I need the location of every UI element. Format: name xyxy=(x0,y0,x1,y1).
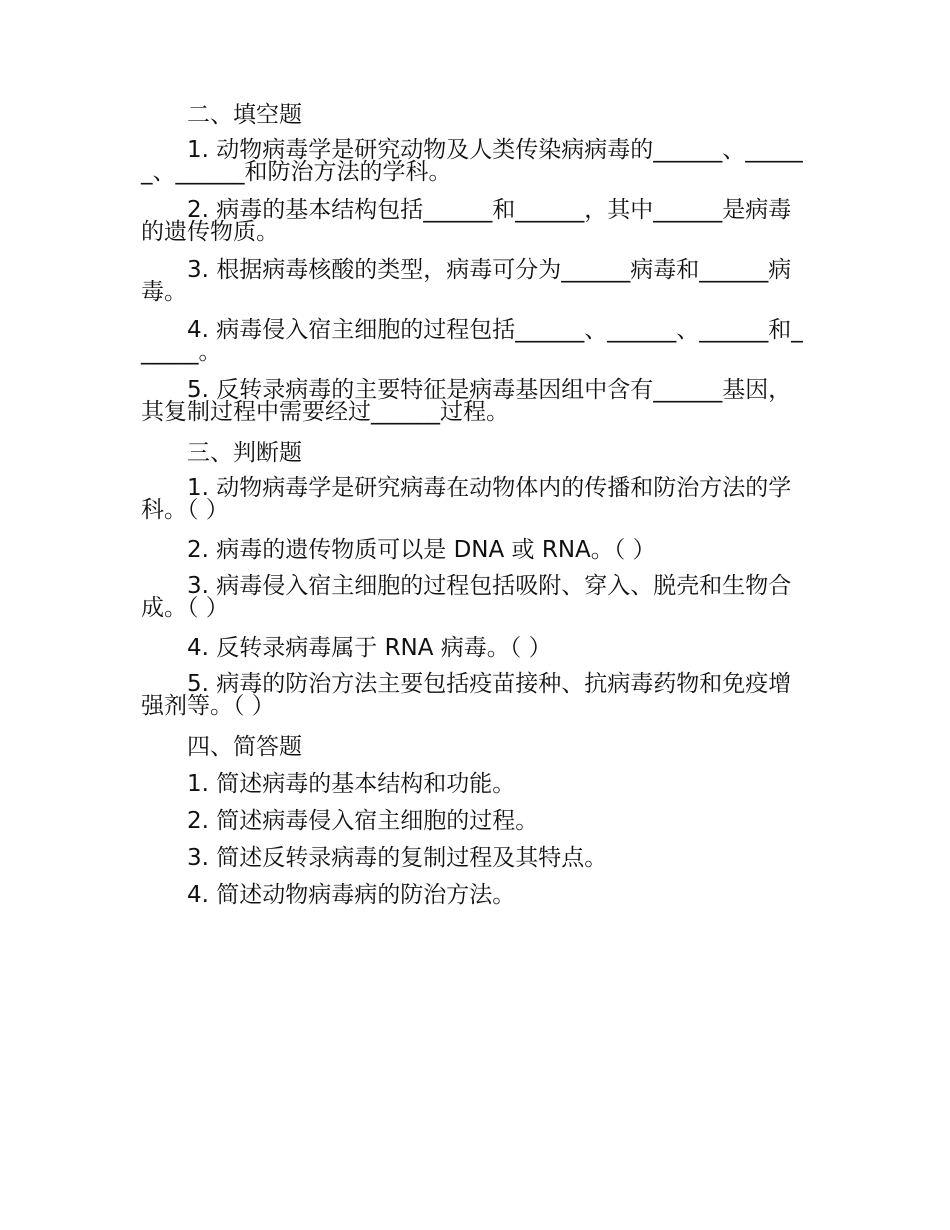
judge-question-1: 1. 动物病毒学是研究病毒在动物体内的传播和防治方法的学科。（ ） xyxy=(141,475,792,523)
section-title-fill-in: 二、填空题 xyxy=(187,102,302,128)
judge-question-4: 4. 反转录病毒属于 RNA 病毒。（ ） xyxy=(187,635,552,661)
short-answer-question-1: 1. 简述病毒的基本结构和功能。 xyxy=(187,771,516,797)
fill-question-4: 4. 病毒侵入宿主细胞的过程包括______、______、______和______。 xyxy=(141,317,803,365)
fill-question-5: 5. 反转录病毒的主要特征是病毒基因组中含有______基因，其复制过程中需要经过______过程。 xyxy=(141,377,792,425)
judge-question-3: 3. 病毒侵入宿主细胞的过程包括吸附、穿入、脱壳和生物合成。（ ） xyxy=(141,573,792,621)
document-content xyxy=(141,101,813,919)
judge-question-5: 5. 病毒的防治方法主要包括疫苗接种、抗病毒药物和免疫增强剂等。（ ） xyxy=(141,671,792,719)
short-answer-question-2: 2. 简述病毒侵入宿主细胞的过程。 xyxy=(187,808,539,834)
judge-question-2: 2. 病毒的遗传物质可以是 DNA 或 RNA。（ ） xyxy=(187,537,656,563)
section-title-true-false: 三、判断题 xyxy=(187,440,302,466)
section-title-short-answer: 四、简答题 xyxy=(187,734,302,760)
fill-question-3: 3. 根据病毒核酸的类型，病毒可分为______病毒和______病毒。 xyxy=(141,257,792,305)
fill-question-1: 1. 动物病毒学是研究动物及人类传染病病毒的______、______、______和防治方法的学科。 xyxy=(141,137,803,185)
short-answer-question-4: 4. 简述动物病毒病的防治方法。 xyxy=(187,882,516,908)
short-answer-question-3: 3. 简述反转录病毒的复制过程及其特点。 xyxy=(187,845,608,871)
fill-question-2: 2. 病毒的基本结构包括______和______，其中______是病毒的遗传物质。 xyxy=(141,197,792,245)
